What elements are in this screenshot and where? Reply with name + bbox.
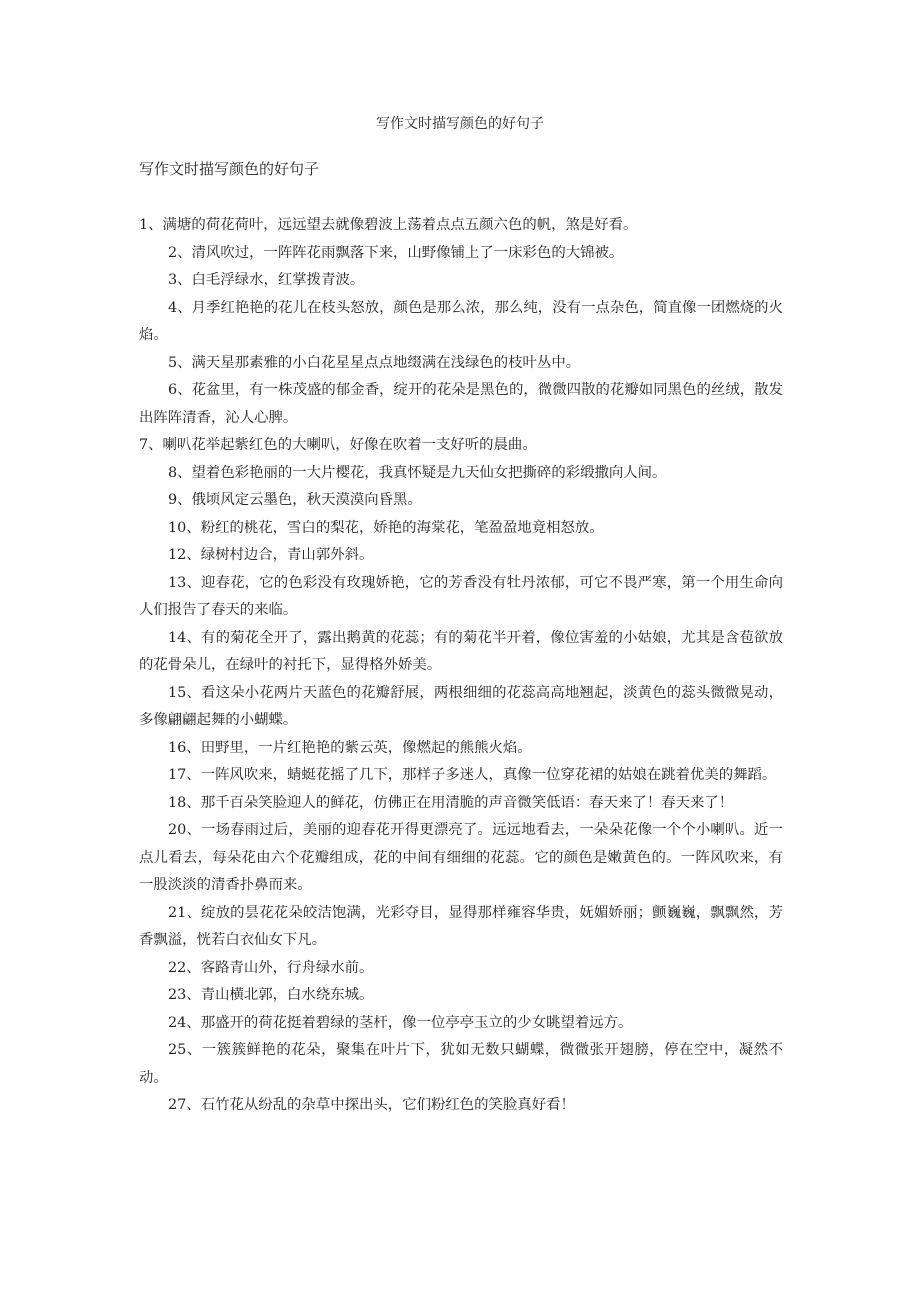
document-body [139, 212, 783, 1120]
list-item: 25、一簇簇鲜艳的花朵，聚集在叶片下，犹如无数只蝴蝶，微微张开翅膀，停在空中，凝然不动。 [139, 1042, 783, 1086]
list-item: 17、一阵风吹来，蜻蜓花摇了几下，那样子多迷人，真像一位穿花裙的姑娘在跳着优美的舞蹈。 [168, 767, 777, 783]
list-item: 18、那千百朵笑脸迎人的鲜花，仿佛正在用清脆的声音微笑低语：春天来了！春天来了！ [168, 794, 734, 811]
list-item: 7、喇叭花举起紫红色的大喇叭，好像在吹着一支好听的晨曲。 [139, 437, 537, 453]
list-item: 14、有的菊花全开了，露出鹅黄的花蕊；有的菊花半开着，像位害羞的小姑娘，尤其是含苞欲放的花骨朵儿，在绿叶的衬托下，显得格外娇美。 [139, 629, 783, 673]
list-item: 8、望着色彩艳丽的一大片樱花，我真怀疑是九天仙女把撕碎的彩缎撒向人间。 [168, 464, 667, 481]
list-item: 4、月季红艳艳的花儿在枝头怒放，颜色是那么浓，那么纯，没有一点杂色，简直像一团燃烧的火焰。 [139, 299, 783, 343]
list-item: 22、客路青山外，行舟绿水前。 [168, 959, 374, 976]
list-item: 10、粉红的桃花，雪白的梨花，娇艳的海棠花，笔盈盈地竟相怒放。 [168, 519, 604, 536]
list-item: 15、看这朵小花两片天蓝色的花瓣舒展，两根细细的花蕊高高地翘起，淡黄色的蕊头微微晃动，多像翩翩起舞的小蝴蝶。 [139, 684, 783, 728]
list-item: 24、那盛开的荷花挺着碧绿的茎杆，像一位亭亭玉立的少女眺望着远方。 [168, 1014, 633, 1031]
list-item: 13、迎春花，它的色彩没有玫瑰娇艳，它的芳香没有牡丹浓郁，可它不畏严寒，第一个用生命向人们报告了春天的来临。 [139, 574, 783, 618]
list-item: 9、俄顷风定云墨色，秋天漠漠向昏黑。 [168, 492, 422, 508]
list-item: 6、花盆里，有一株茂盛的郁金香，绽开的花朵是黑色的，微微四散的花瓣如同黑色的丝绒，散发出阵阵清香，沁人心脾。 [139, 382, 783, 426]
list-item: 27、石竹花从纷乱的杂草中探出头，它们粉红色的笑脸真好看！ [168, 1097, 575, 1113]
list-item: 23、青山横北郭，白水绕东城。 [168, 987, 374, 1003]
document-title: 写作文时描写颜色的好句子 [376, 116, 544, 132]
list-item: 12、绿树村边合，青山郭外斜。 [168, 547, 374, 563]
list-item: 21、绽放的昙花花朵皎洁饱满，光彩夺目，显得那样雍容华贵，妩媚娇丽；颤巍巍，飘飘然，芳香飘溢，恍若白衣仙女下凡。 [139, 904, 783, 948]
list-item: 16、田野里，一片红艳艳的紫云英，像燃起的熊熊火焰。 [168, 739, 532, 756]
list-item: 5、满天星那素雅的小白花星星点点地缀满在浅绿色的枝叶丛中。 [168, 354, 581, 371]
list-item: 2、清风吹过，一阵阵花雨飘落下来，山野像铺上了一床彩色的大锦被。 [168, 244, 624, 261]
list-item: 3、白毛浮绿水，红掌拨青波。 [168, 272, 365, 288]
list-item: 20、一场春雨过后，美丽的迎春花开得更漂亮了。远远地看去，一朵朵花像一个个小喇叭。近一点儿看去，每朵花由六个花瓣组成，花的中间有细细的花蕊。它的颜色是嫩黄色的。一阵风吹来，有一股淡淡的清香扑鼻而来。 [139, 822, 783, 893]
document-subtitle: 写作文时描写颜色的好句子 [139, 160, 320, 178]
list-item: 1、满塘的荷花荷叶，远远望去就像碧波上荡着点点五颜六色的帆，煞是好看。 [139, 217, 638, 233]
